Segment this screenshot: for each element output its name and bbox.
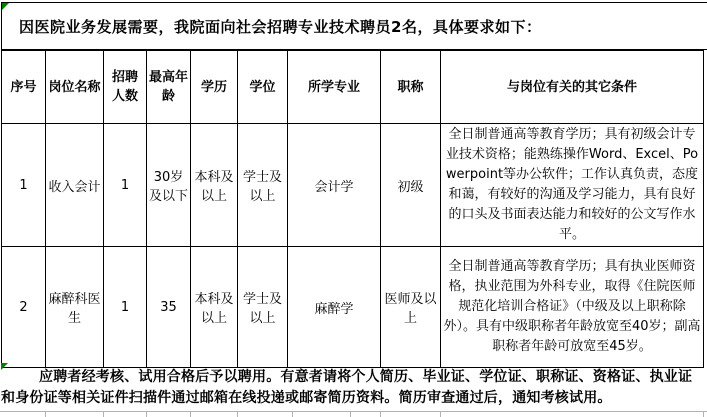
column-header-seq: 序号 xyxy=(2,51,46,124)
gridline xyxy=(45,412,46,417)
cell-max-age: 35 xyxy=(147,247,191,368)
column-header-title-rank: 职称 xyxy=(381,51,441,124)
cell-title-rank: 医师及以上 xyxy=(381,247,441,368)
table-row xyxy=(2,247,704,368)
notice-title: 因医院业务发展需要，我院面向社会招聘专业技术聘员2名，具体要求如下： xyxy=(1,2,707,50)
column-header-education: 学历 xyxy=(191,51,238,124)
cell-conditions: 全日制普通高等教育学历；具有执业医师资格，执业范围为外科专业，取得《住院医师规范化培训合格证》（中级及以上职称除外）。具有中级职称者年龄放宽至40岁；副高职称者年龄可放宽至45岁。 xyxy=(441,247,704,368)
partial-gridline-row xyxy=(0,411,707,417)
gridline xyxy=(237,412,238,417)
gridline xyxy=(103,412,104,417)
gridline xyxy=(292,412,293,417)
gridline xyxy=(190,412,191,417)
cell-education: 本科及以上 xyxy=(191,247,238,368)
cell-seq: 1 xyxy=(2,124,46,247)
gridline xyxy=(350,412,351,417)
column-header-position: 岗位名称 xyxy=(46,51,104,124)
cell-degree: 学士及以上 xyxy=(238,124,288,247)
column-header-conditions: 与岗位有关的其它条件 xyxy=(441,51,704,124)
column-header-degree: 学位 xyxy=(238,51,288,124)
cell-position: 麻醉科医生 xyxy=(46,247,104,368)
recruitment-table xyxy=(1,50,704,368)
gridline xyxy=(703,412,704,417)
cell-degree: 学士及以上 xyxy=(238,247,288,368)
application-instructions-text: 应聘者经考核、试用合格后予以聘用。有意者请将个人简历、毕业证、学位证、职称证、资格证、执业证和身份证等相关证件扫描件通过邮箱在线投递或邮寄简历资料。简历审查通过后，通知考核试用。 xyxy=(1,369,693,406)
application-instructions xyxy=(1,361,703,411)
table-row xyxy=(2,124,704,247)
column-header-major: 所学专业 xyxy=(288,51,381,124)
gridline xyxy=(380,412,381,417)
cell-max-age: 30岁及以下 xyxy=(147,124,191,247)
gridline xyxy=(440,412,441,417)
cell-position: 收入会计 xyxy=(46,124,104,247)
header-row xyxy=(2,51,704,124)
column-header-max-age: 最高年龄 xyxy=(147,51,191,124)
column-header-count: 招聘人数 xyxy=(104,51,147,124)
cell-seq: 2 xyxy=(2,247,46,368)
cell-title-rank: 初级 xyxy=(381,124,441,247)
gridline xyxy=(146,412,147,417)
cell-education: 本科及以上 xyxy=(191,124,238,247)
cell-count: 1 xyxy=(104,247,147,368)
cell-count: 1 xyxy=(104,124,147,247)
cell-major: 会计学 xyxy=(288,124,381,247)
cell-conditions: 全日制普通高等教育学历；具有初级会计专业技术资格；能熟练操作Word、Excel、Powerpoint等办公软件；工作认真负责，态度和蔼，有较好的沟通及学习能力，具有良好的口头及书面表达能力和较好的公文写作水平。 xyxy=(441,124,704,247)
cell-major: 麻醉学 xyxy=(288,247,381,368)
